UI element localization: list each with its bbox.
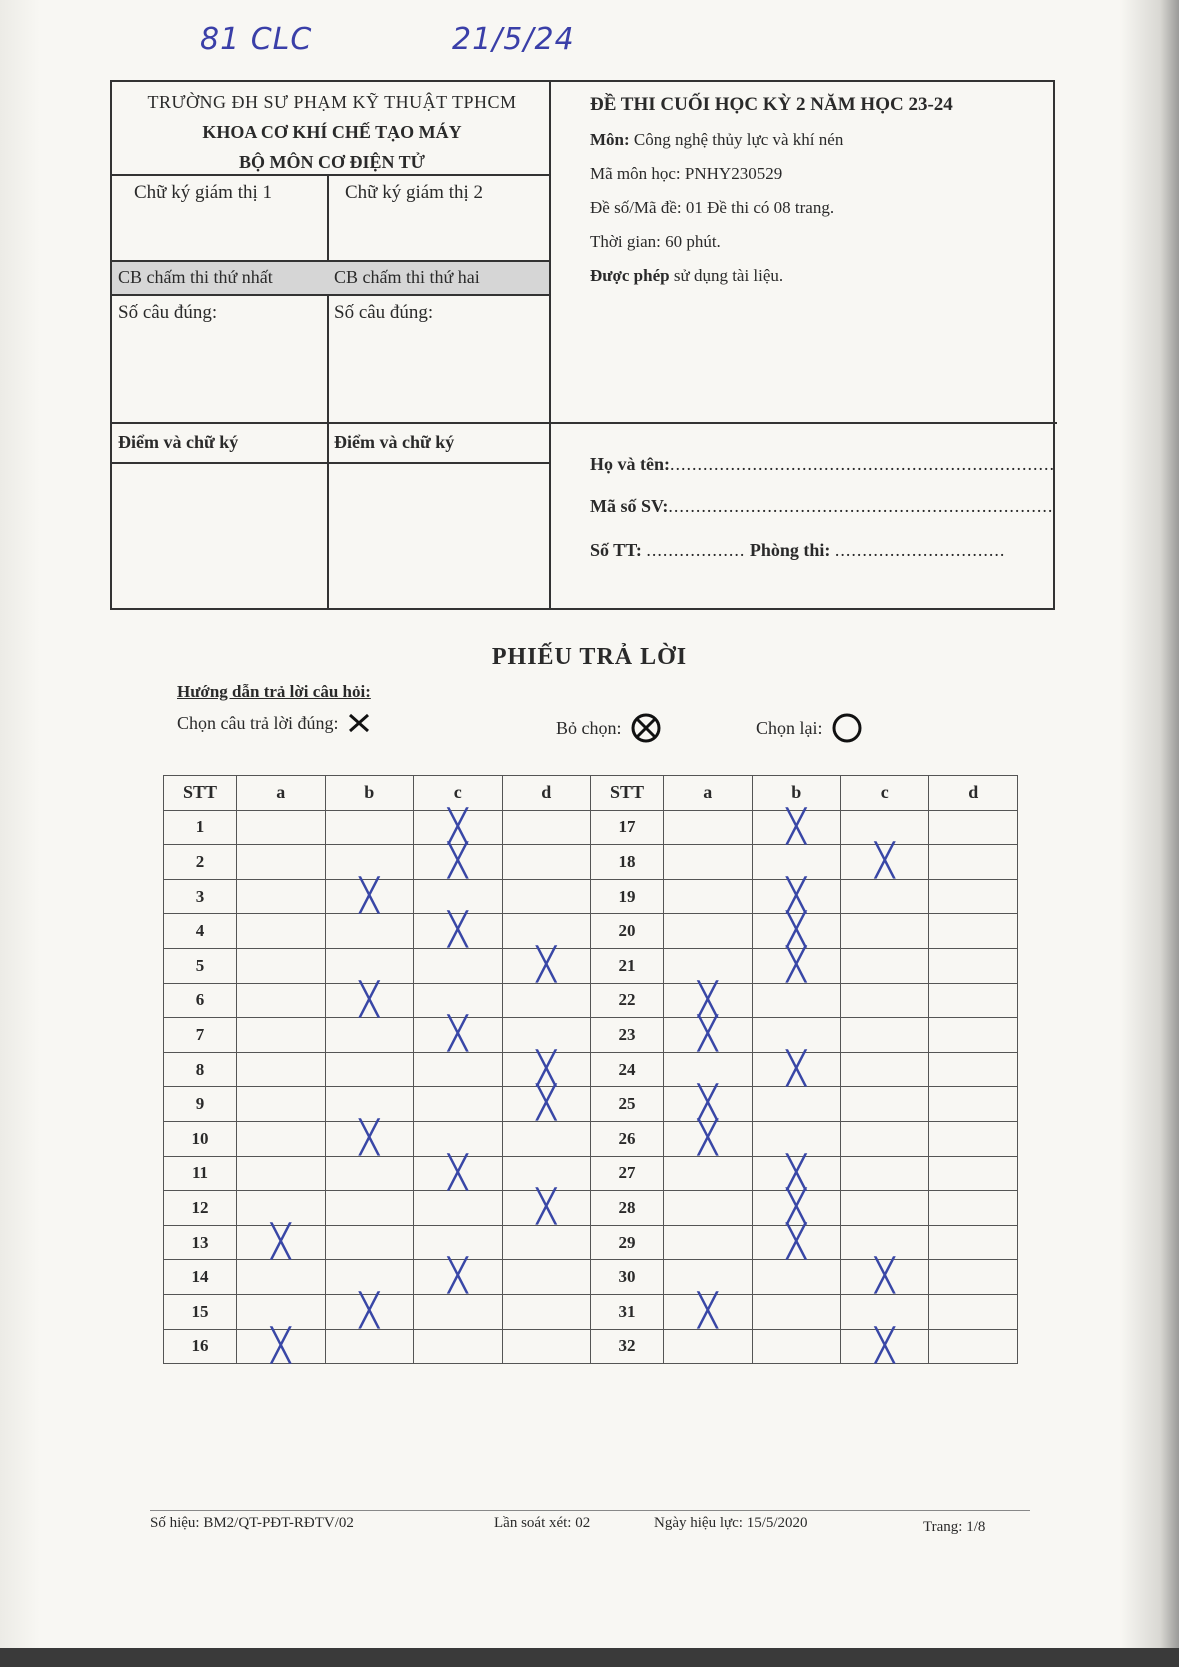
answer-cross-mark: ╳: [448, 841, 468, 880]
answer-cell-b[interactable]: [752, 1018, 840, 1053]
answer-cross-mark: ╳: [536, 944, 556, 983]
answer-cell-c[interactable]: [414, 879, 502, 914]
answer-cell-d[interactable]: [502, 1156, 590, 1191]
answer-cell-a[interactable]: [237, 1052, 325, 1087]
answer-cell-b[interactable]: [752, 1152, 840, 1191]
question-number: 2: [164, 845, 237, 880]
guide-title: Hướng dẫn trả lời câu hỏi:: [177, 682, 371, 701]
question-number: 27: [590, 1156, 663, 1191]
answer-cell-b[interactable]: [325, 1156, 413, 1191]
exam-code: Mã môn học: PNHY230529: [590, 164, 783, 183]
footer-revision: Lần soát xét: 02: [494, 1515, 591, 1531]
answer-cross-mark: ╳: [786, 1152, 806, 1191]
answer-cell-c[interactable]: [841, 1052, 929, 1087]
answer-cell-a[interactable]: [664, 879, 752, 914]
answer-cell-c[interactable]: [414, 1191, 502, 1226]
column-header-2: b: [752, 776, 840, 811]
answer-cell-d[interactable]: [502, 879, 590, 914]
answer-cell-d[interactable]: [502, 1018, 590, 1053]
answer-cell-a[interactable]: [237, 948, 325, 983]
answer-cross-mark: ╳: [359, 1117, 379, 1156]
answer-cell-a[interactable]: [664, 1052, 752, 1087]
question-number: 12: [164, 1191, 237, 1226]
answer-cell-c[interactable]: [841, 879, 929, 914]
question-number: 20: [590, 914, 663, 949]
answer-cell-c[interactable]: [414, 1152, 502, 1191]
answer-cross-mark: ╳: [271, 1325, 291, 1364]
answer-cell-b[interactable]: [752, 1329, 840, 1364]
answer-cell-c[interactable]: [841, 1191, 929, 1226]
answer-cross-mark: ╳: [448, 1152, 468, 1191]
answer-cross-mark: ╳: [536, 1083, 556, 1122]
subject-value: Công nghệ thủy lực và khí nén: [633, 130, 844, 149]
column-header-4: d: [929, 776, 1018, 811]
answer-cell-b[interactable]: [325, 845, 413, 880]
answer-cell-c[interactable]: [414, 1225, 502, 1260]
answer-cell-d[interactable]: [929, 1260, 1018, 1295]
answer-cell-c[interactable]: [841, 1256, 929, 1295]
answer-cell-d[interactable]: [929, 1156, 1018, 1191]
question-number: 9: [164, 1087, 237, 1122]
table-row: [164, 1087, 1018, 1122]
answer-cell-d[interactable]: [502, 1260, 590, 1295]
allowed-label: Được phép: [590, 266, 670, 285]
answer-cell-d[interactable]: [929, 845, 1018, 880]
exam-version: Đề số/Mã đề: 01 Đề thi có 08 trang.: [590, 198, 835, 217]
column-header-stt: STT: [590, 776, 663, 811]
answer-cell-a[interactable]: [664, 1225, 752, 1260]
answer-cell-a[interactable]: [664, 1156, 752, 1191]
answer-grid-header: [164, 776, 1018, 811]
answer-cross-mark: ╳: [448, 806, 468, 845]
answer-cross-mark: ╳: [786, 1221, 806, 1260]
question-number: 21: [590, 948, 663, 983]
answer-cross-mark: ╳: [786, 910, 806, 949]
answer-cell-d[interactable]: [502, 944, 590, 983]
answer-cell-d[interactable]: [929, 983, 1018, 1018]
table-row: [164, 1294, 1018, 1329]
column-header-2: b: [325, 776, 413, 811]
answer-cell-a[interactable]: [237, 1156, 325, 1191]
answer-cell-b[interactable]: [752, 1187, 840, 1226]
answer-cell-c[interactable]: [414, 1121, 502, 1156]
answer-cell-d[interactable]: [929, 1087, 1018, 1122]
answer-cross-mark: ╳: [698, 1117, 718, 1156]
grader2-label: CB chấm thi thứ hai: [334, 267, 480, 287]
answer-cell-c[interactable]: [414, 910, 502, 949]
student-name-field[interactable]: [590, 454, 1055, 475]
grader1-label: CB chấm thi thứ nhất: [118, 267, 273, 287]
answer-cell-a[interactable]: [237, 983, 325, 1018]
table-row: [164, 1156, 1018, 1191]
table-row: [164, 1191, 1018, 1226]
answer-cell-c[interactable]: [414, 1256, 502, 1295]
exam-materials: [590, 266, 783, 286]
proctor2-label: Chữ ký giám thị 2: [345, 182, 484, 203]
subject-label: Môn:: [590, 130, 630, 149]
answer-cell-b[interactable]: [752, 845, 840, 880]
answer-cell-c[interactable]: [841, 1156, 929, 1191]
answer-cell-b[interactable]: [325, 1018, 413, 1053]
answer-cell-b[interactable]: [325, 914, 413, 949]
circle-icon: [831, 712, 863, 744]
question-number: 28: [590, 1191, 663, 1226]
exam-title: ĐỀ THI CUỐI HỌC KỲ 2 NĂM HỌC 23-24: [590, 94, 953, 115]
table-row: [164, 1329, 1018, 1364]
exam-subject: [590, 130, 843, 150]
room-dots: ...............................: [834, 540, 1006, 560]
guide-choose: [177, 712, 371, 734]
answer-cell-c[interactable]: [414, 1014, 502, 1053]
question-number: 17: [590, 810, 663, 845]
answer-cell-b[interactable]: [752, 1048, 840, 1087]
answer-cross-mark: ╳: [536, 1048, 556, 1087]
question-number: 22: [590, 983, 663, 1018]
answer-cell-a[interactable]: [664, 1083, 752, 1122]
answer-cell-a[interactable]: [237, 879, 325, 914]
allowed-value: sử dụng tài liệu.: [673, 266, 784, 285]
answer-cross-mark: ╳: [359, 1290, 379, 1329]
answer-cross-mark: ╳: [875, 1256, 895, 1295]
guide-unselect: [556, 712, 662, 744]
answer-cell-b[interactable]: [325, 1225, 413, 1260]
answer-cell-a[interactable]: [237, 845, 325, 880]
answer-cell-b[interactable]: [325, 1329, 413, 1364]
answer-cell-b[interactable]: [752, 983, 840, 1018]
table-row: [164, 983, 1018, 1018]
answer-cell-d[interactable]: [502, 1187, 590, 1226]
answer-cell-a[interactable]: [664, 1191, 752, 1226]
answer-cell-c[interactable]: [414, 1087, 502, 1122]
answer-cell-a[interactable]: [237, 1121, 325, 1156]
question-number: 6: [164, 983, 237, 1018]
name-dots: ......................................................................: [670, 454, 1055, 474]
question-number: 3: [164, 879, 237, 914]
guide-unselect-label: Bỏ chọn:: [556, 717, 622, 738]
answer-cell-d[interactable]: [929, 1294, 1018, 1329]
answer-cell-d[interactable]: [502, 983, 590, 1018]
answer-cell-c[interactable]: [414, 1052, 502, 1087]
answer-cell-a[interactable]: [664, 1260, 752, 1295]
answer-cell-b[interactable]: [325, 948, 413, 983]
answer-cell-d[interactable]: [502, 845, 590, 880]
answer-cell-a[interactable]: [237, 810, 325, 845]
exam-time: Thời gian: 60 phút.: [590, 232, 721, 251]
school-name: TRƯỜNG ĐH SƯ PHẠM KỸ THUẬT TPHCM: [147, 92, 517, 112]
answer-cell-b[interactable]: [752, 1294, 840, 1329]
answer-cell-b[interactable]: [752, 944, 840, 983]
column-header-3: c: [414, 776, 502, 811]
handwritten-date-note: 21/5/24: [452, 22, 575, 57]
answer-cell-c[interactable]: [841, 1087, 929, 1122]
answer-grid: [163, 775, 1018, 1364]
answer-cell-c[interactable]: [841, 983, 929, 1018]
scan-bottom-edge: [0, 1648, 1179, 1667]
question-number: 31: [590, 1294, 663, 1329]
guide-choose-label: Chọn câu trả lời đúng:: [177, 712, 339, 733]
seq-label: Số TT:: [590, 540, 642, 560]
answer-cell-d[interactable]: [502, 810, 590, 845]
answer-cell-d[interactable]: [929, 1121, 1018, 1156]
answer-cell-d[interactable]: [929, 1052, 1018, 1087]
answer-cell-b[interactable]: [752, 806, 840, 845]
answer-cell-d[interactable]: [502, 1225, 590, 1260]
answer-cross-mark: ╳: [786, 1048, 806, 1087]
answer-cell-c[interactable]: [841, 841, 929, 880]
answer-cell-c[interactable]: [414, 806, 502, 845]
score-sign-1-label: Điểm và chữ ký: [118, 432, 239, 452]
answer-cell-d[interactable]: [502, 914, 590, 949]
footer-page-number: Trang: 1/8: [923, 1519, 986, 1535]
id-dots: ......................................................................: [668, 496, 1054, 516]
answer-cell-b[interactable]: [325, 1052, 413, 1087]
question-number: 1: [164, 810, 237, 845]
answer-cell-c[interactable]: [414, 983, 502, 1018]
question-number: 24: [590, 1052, 663, 1087]
department-name: BỘ MÔN CƠ ĐIỆN TỬ: [238, 152, 425, 172]
answer-cross-mark: ╳: [875, 1325, 895, 1364]
answer-cell-c[interactable]: [841, 914, 929, 949]
table-row: [164, 1260, 1018, 1295]
proctor1-label: Chữ ký giám thị 1: [134, 182, 273, 203]
answer-cell-d[interactable]: [929, 1018, 1018, 1053]
guide-reselect: [756, 712, 863, 744]
question-number: 11: [164, 1156, 237, 1191]
table-row: [164, 1225, 1018, 1260]
answer-cell-b[interactable]: [752, 1087, 840, 1122]
question-number: 32: [590, 1329, 663, 1364]
answer-cross-mark: ╳: [359, 875, 379, 914]
answer-cell-a[interactable]: [664, 845, 752, 880]
answer-cross-mark: ╳: [786, 875, 806, 914]
answer-cell-a[interactable]: [664, 1329, 752, 1364]
answer-cross-mark: ╳: [448, 1256, 468, 1295]
answer-cell-d[interactable]: [929, 1191, 1018, 1226]
answer-cell-d[interactable]: [502, 1083, 590, 1122]
name-label: Họ và tên:: [590, 454, 670, 474]
question-number: 26: [590, 1121, 663, 1156]
answer-cell-c[interactable]: [841, 1294, 929, 1329]
correct-count-2-label: Số câu đúng:: [334, 302, 434, 323]
answer-cell-b[interactable]: [752, 1121, 840, 1156]
question-number: 29: [590, 1225, 663, 1260]
answer-cell-b[interactable]: [325, 1290, 413, 1329]
question-number: 16: [164, 1329, 237, 1364]
question-number: 8: [164, 1052, 237, 1087]
answer-cell-b[interactable]: [325, 1260, 413, 1295]
table-row: [164, 1018, 1018, 1053]
answer-cross-mark: ╳: [786, 944, 806, 983]
answer-cross-mark: ╳: [448, 1014, 468, 1053]
answer-cell-c[interactable]: [841, 1121, 929, 1156]
table-row: [164, 1052, 1018, 1087]
answer-cell-b[interactable]: [325, 1191, 413, 1226]
answer-cell-d[interactable]: [502, 1294, 590, 1329]
answer-cell-c[interactable]: [841, 810, 929, 845]
answer-cell-b[interactable]: [325, 810, 413, 845]
answer-cell-a[interactable]: [664, 914, 752, 949]
question-number: 5: [164, 948, 237, 983]
answer-cell-a[interactable]: [664, 810, 752, 845]
question-number: 4: [164, 914, 237, 949]
handwritten-class-note: 81 CLC: [200, 22, 313, 57]
answer-cross-mark: ╳: [698, 1083, 718, 1122]
question-number: 30: [590, 1260, 663, 1295]
answer-cell-d[interactable]: [929, 1329, 1018, 1364]
answer-cell-b[interactable]: [325, 979, 413, 1018]
answer-cross-mark: ╳: [875, 841, 895, 880]
answer-cell-c[interactable]: [414, 1294, 502, 1329]
answer-cell-a[interactable]: [664, 979, 752, 1018]
answer-cell-a[interactable]: [664, 1290, 752, 1329]
column-header-4: d: [502, 776, 590, 811]
column-header-stt: STT: [164, 776, 237, 811]
faculty-name: KHOA CƠ KHÍ CHẾ TẠO MÁY: [202, 122, 462, 142]
answer-cell-a[interactable]: [237, 1018, 325, 1053]
answer-cross-mark: ╳: [536, 1187, 556, 1226]
answer-sheet-title: PHIẾU TRẢ LỜI: [491, 644, 688, 670]
answer-cell-a[interactable]: [664, 1117, 752, 1156]
table-row: [164, 914, 1018, 949]
answer-cell-b[interactable]: [752, 1260, 840, 1295]
answer-cell-d[interactable]: [929, 810, 1018, 845]
table-row: [164, 1121, 1018, 1156]
answer-cell-d[interactable]: [929, 948, 1018, 983]
guide-reselect-label: Chọn lại:: [756, 717, 823, 738]
answer-cross-mark: ╳: [359, 979, 379, 1018]
column-header-3: c: [841, 776, 929, 811]
answer-cell-c[interactable]: [841, 1225, 929, 1260]
answer-cell-c[interactable]: [841, 1018, 929, 1053]
answer-cell-a[interactable]: [664, 1014, 752, 1053]
question-number: 23: [590, 1018, 663, 1053]
answer-cross-mark: ╳: [448, 910, 468, 949]
id-label: Mã số SV:: [590, 496, 669, 516]
answer-cell-d[interactable]: [502, 1048, 590, 1087]
room-label: Phòng thi:: [749, 540, 831, 560]
answer-cell-c[interactable]: [414, 841, 502, 880]
answer-cell-a[interactable]: [664, 948, 752, 983]
correct-count-1-label: Số câu đúng:: [118, 302, 218, 323]
answer-cross-mark: ╳: [698, 1290, 718, 1329]
table-row: [164, 845, 1018, 880]
answer-cell-a[interactable]: [237, 1221, 325, 1260]
answer-cell-a[interactable]: [237, 1260, 325, 1295]
answer-cross-mark: ╳: [786, 1187, 806, 1226]
circled-cross-icon: [630, 712, 662, 744]
column-header-1: a: [237, 776, 325, 811]
answer-cell-d[interactable]: [502, 1329, 590, 1364]
seat-room-field[interactable]: [590, 540, 1005, 561]
answer-cell-d[interactable]: [929, 1225, 1018, 1260]
answer-cell-c[interactable]: [414, 1329, 502, 1364]
question-number: 14: [164, 1260, 237, 1295]
answer-cell-b[interactable]: [752, 875, 840, 914]
answer-cross-mark: ╳: [698, 979, 718, 1018]
answer-cell-b[interactable]: [325, 1117, 413, 1156]
table-row: [164, 879, 1018, 914]
answer-cell-a[interactable]: [237, 1294, 325, 1329]
footer-divider: [150, 1510, 1030, 1511]
answer-cell-b[interactable]: [752, 1221, 840, 1260]
exam-header-box: [110, 80, 1055, 610]
answer-cell-c[interactable]: [841, 948, 929, 983]
question-number: 7: [164, 1018, 237, 1053]
question-number: 18: [590, 845, 663, 880]
answer-cell-a[interactable]: [237, 1087, 325, 1122]
question-number: 25: [590, 1087, 663, 1122]
question-number: 19: [590, 879, 663, 914]
question-number: 15: [164, 1294, 237, 1329]
cross-mark-icon: [347, 712, 371, 734]
question-number: 13: [164, 1225, 237, 1260]
answer-cell-a[interactable]: [237, 914, 325, 949]
answer-cell-b[interactable]: [752, 910, 840, 949]
column-header-1: a: [664, 776, 752, 811]
score-sign-2-label: Điểm và chữ ký: [334, 432, 455, 452]
seq-dots: ..................: [646, 540, 746, 560]
footer-effective-date: Ngày hiệu lực: 15/5/2020: [654, 1515, 808, 1531]
answer-cell-d[interactable]: [929, 914, 1018, 949]
student-id-field[interactable]: [590, 496, 1053, 517]
answer-cell-d[interactable]: [502, 1121, 590, 1156]
answer-cell-c[interactable]: [414, 948, 502, 983]
footer-doc-number: Số hiệu: BM2/QT-PĐT-RĐTV/02: [150, 1515, 354, 1531]
answer-cross-mark: ╳: [698, 1014, 718, 1053]
answer-cell-b[interactable]: [325, 875, 413, 914]
answer-cell-d[interactable]: [929, 879, 1018, 914]
table-row: [164, 810, 1018, 845]
answer-cross-mark: ╳: [271, 1221, 291, 1260]
answer-cell-b[interactable]: [325, 1087, 413, 1122]
answer-cell-c[interactable]: [841, 1325, 929, 1364]
question-number: 10: [164, 1121, 237, 1156]
table-row: [164, 948, 1018, 983]
answer-cell-a[interactable]: [237, 1191, 325, 1226]
answer-cell-a[interactable]: [237, 1325, 325, 1364]
answer-cross-mark: ╳: [786, 806, 806, 845]
